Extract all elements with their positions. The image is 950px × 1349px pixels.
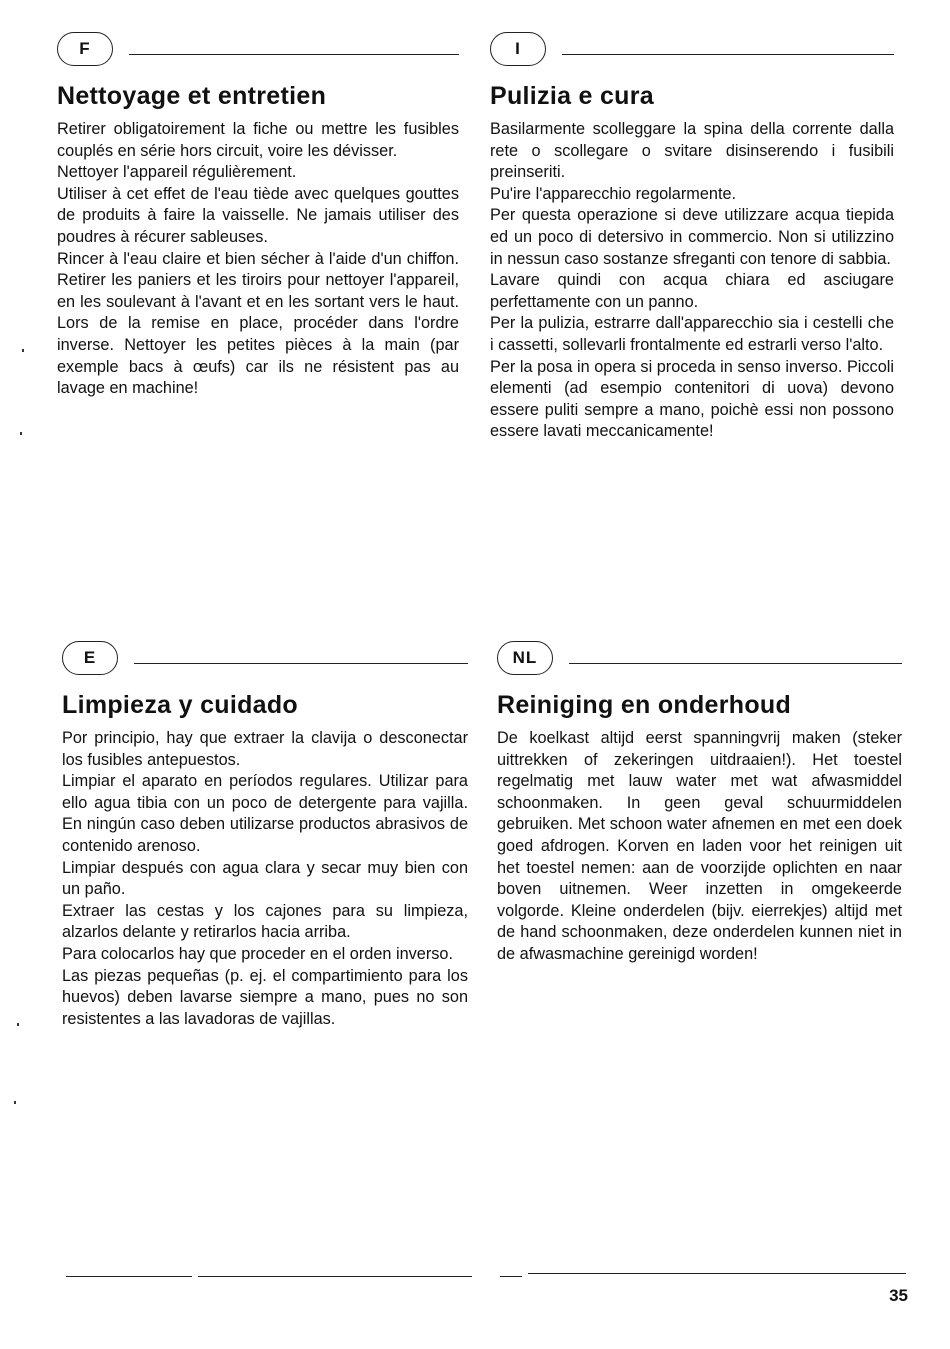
paragraph: Per questa operazione si deve utilizzare acqua tiepida ed un poco di detersivo in commercio. Non si utilizzino in nessun caso sostanze sfreganti con tenore di sabbia. (490, 206, 894, 268)
footer-rule-right-short (500, 1276, 522, 1277)
language-badge-e: E (62, 641, 118, 675)
footer-rule-right-long (528, 1273, 906, 1274)
paragraph: Para colocarlos hay que proceder en el orden inverso. (62, 944, 453, 963)
language-marker-row (497, 641, 902, 679)
paragraph: De koelkast altijd eerst spanningvrij maken (steker uittrekken of zekeringen uitdraaien!). Het toestel regelmatig met lauw water met wat afwasmiddel schoonmaken. In geen geval schuurmiddelen gebruiken. Met schoon water afnemen en met een doek goed afdrogen. Korven en laden voor het reinigen uit het toestel nemen: aan de voorzijde oplichten en naar boven uitnemen. Weer inzetten in omgekeerde volgorde. Kleine onderdelen (bijv. eierrekjes) altijd met de hand schoonmaken, deze onderdelen kunnen niet in de afwasmachine gereinigd worden! (497, 729, 902, 963)
section-title: Reiniging en onderhoud (497, 691, 792, 719)
section-body (497, 728, 902, 966)
section-body (57, 119, 459, 400)
paragraph: Per la posa in opera si proceda in senso inverso. Piccoli elementi (ad esempio contenitori di uova) devono essere puliti sempre a mano, poichè essi non possono essere lavati meccanicamente! (490, 357, 894, 441)
section-title: Limpieza y cuidado (62, 691, 299, 719)
language-marker-row (490, 32, 894, 70)
paragraph: Limpiar el aparato en períodos regulares. Utilizar para ello agua tibia con un poco de detergente para vajilla. En ningún caso deben utilizarse productos abrasivos de contenido arenoso. (62, 772, 468, 855)
section-title: Nettoyage et entretien (57, 82, 327, 110)
section-french (57, 32, 459, 400)
language-marker-row (57, 32, 459, 70)
page-number: 35 (889, 1286, 908, 1305)
section-spanish (62, 641, 468, 1030)
paragraph: Nettoyer l'appareil régulièrement. (57, 163, 297, 182)
paragraph: Limpiar después con agua clara y secar muy bien con un paño. (62, 858, 468, 899)
section-body (62, 728, 468, 1030)
header-rule (129, 54, 459, 55)
footer-rule-left-short (66, 1276, 192, 1277)
paragraph: Basilarmente scolleggare la spina della corrente dalla rete o scollegare o svitare disinserendo i fusibili preinseriti. (490, 120, 894, 182)
paragraph: Utiliser à cet effet de l'eau tiède avec quelques gouttes de produits à faire la vaisselle. Ne jamais utiliser des poudres à récurer sableuses. (57, 184, 459, 246)
paragraph: Lavare quindi con acqua chiara ed asciugare perfettamente con un panno. (490, 271, 894, 311)
header-rule (134, 663, 468, 664)
header-rule (569, 663, 902, 664)
footer-rule-left-long (198, 1276, 472, 1277)
scan-speck (20, 432, 22, 435)
language-badge-nl: NL (497, 641, 553, 675)
paragraph: Por principio, hay que extraer la clavija o desconectar los fusibles antepuestos. (62, 729, 468, 769)
section-body (490, 119, 894, 443)
language-marker-row (62, 641, 468, 679)
paragraph: Retirer obligatoirement la fiche ou mettre les fusibles couplés en série hors circuit, voire les dévisser. (57, 120, 459, 160)
paragraph: Las piezas pequeñas (p. ej. el compartimiento para los huevos) deben lavarse siempre a mano, pues no son resistentes a las lavadoras de vajillas. (62, 966, 468, 1028)
paragraph: Extraer las cestas y los cajones para su limpieza, alzarlos delante y retirarlos hacia arriba. (62, 901, 468, 942)
paragraph: Per la pulizia, estrarre dall'apparecchio sia i cestelli che i cassetti, sollevarli frontalmente ed estrarli verso l'alto. (490, 314, 894, 354)
scan-speck (22, 349, 24, 352)
paragraph: Pu'ire l'apparecchio regolarmente. (490, 184, 737, 203)
section-dutch (497, 641, 902, 966)
section-italian (490, 32, 894, 443)
section-title: Pulizia e cura (490, 82, 654, 110)
paragraph: Rincer à l'eau claire et bien sécher à l'aide d'un chiffon. Retirer les paniers et les tiroirs pour nettoyer l'appareil, en les soulevant à l'avant et en les sortant vers le haut. Lors de la remise en place, procéder dans l'ordre inverse. Nettoyer les petites pièces à la main (par exemple bacs à œufs) car ils ne résistent pas au lavage en machine! (57, 249, 459, 398)
language-badge-f: F (57, 32, 113, 66)
header-rule (562, 54, 894, 55)
scan-speck (17, 1023, 19, 1026)
scan-speck (14, 1101, 16, 1104)
language-badge-i: I (490, 32, 546, 66)
